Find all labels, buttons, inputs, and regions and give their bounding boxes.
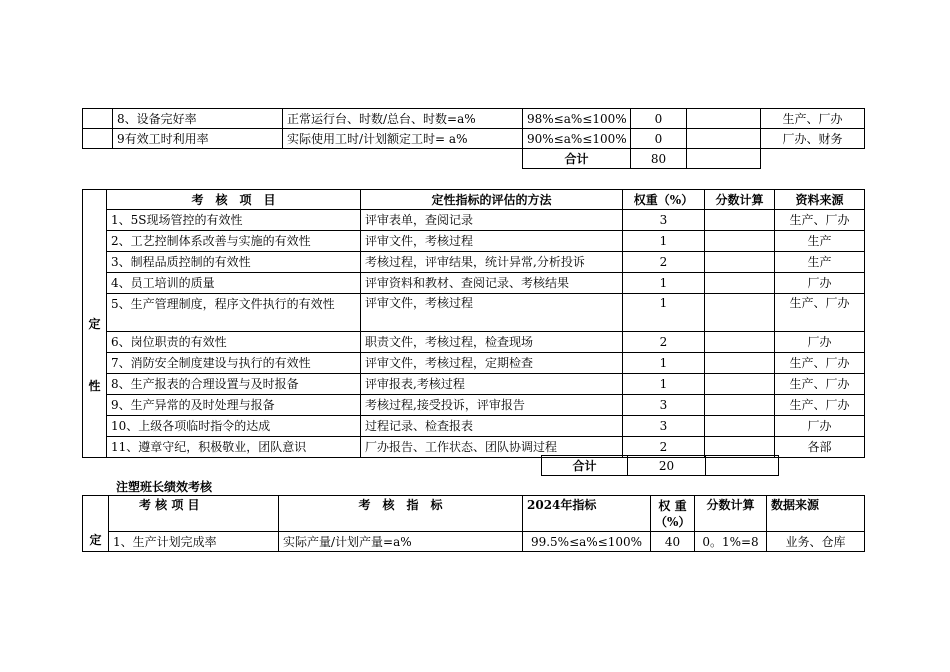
header-method: 定性指标的评估的方法 (361, 190, 623, 210)
total-label: 合计 (523, 149, 631, 169)
cell-method: 考核过程，评审结果，统计异常,分析投诉 (361, 252, 623, 273)
cell-score (705, 231, 775, 252)
cell-weight: 0 (631, 129, 687, 149)
cell-method: 评审资料和教材、查阅记录、考核结果 (361, 273, 623, 294)
cell-indicator: 实际产量/计划产量=a% (279, 532, 523, 552)
cell-weight: 3 (623, 210, 705, 231)
cell-source: 厂办 (775, 273, 865, 294)
table-row (83, 294, 865, 332)
cell-score (705, 273, 775, 294)
cell-weight: 1 (623, 294, 705, 332)
table-row (83, 129, 865, 149)
cell-item: 4、员工培训的质量 (107, 273, 361, 294)
total-value: 20 (628, 456, 706, 476)
cell-target: 98%≤a%≤100% (523, 109, 631, 129)
cell-item: 5、生产管理制度，程序文件执行的有效性 (107, 294, 361, 332)
cell-score: 0。1%=8 (695, 532, 767, 552)
header-row (83, 190, 865, 210)
cell-item: 7、消防安全制度建设与执行的有效性 (107, 353, 361, 374)
total-row (83, 149, 865, 169)
cell-source: 生产、厂办 (775, 395, 865, 416)
table-row (83, 395, 865, 416)
cell-item: 6、岗位职责的有效性 (107, 332, 361, 353)
cell-method: 评审报表,考核过程 (361, 374, 623, 395)
cell-target: 99.5%≤a%≤100% (523, 532, 651, 552)
cell-source: 生产、厂办 (761, 109, 865, 129)
side-char-ding: 定 (88, 316, 101, 331)
cell-source: 生产、厂办 (775, 374, 865, 395)
header-source: 资料来源 (775, 190, 865, 210)
header-weight-line1: 权 重 (658, 499, 687, 513)
cell-weight: 0 (631, 109, 687, 129)
cell-formula: 正常运行台、时数/总台、时数=a% (283, 109, 523, 129)
cell-item: 1、5S现场管控的有效性 (107, 210, 361, 231)
cell-score (705, 252, 775, 273)
cell-formula: 实际使用工时/计划额定工时= a% (283, 129, 523, 149)
cell-item: 2、工艺控制体系改善与实施的有效性 (107, 231, 361, 252)
cell-score (687, 109, 761, 129)
cell-source: 生产 (775, 231, 865, 252)
header-target: 2024年指标 (523, 496, 651, 532)
table-row (83, 353, 865, 374)
table-row (83, 231, 865, 252)
cell-item: 8、设备完好率 (113, 109, 283, 129)
header-source: 数据来源 (767, 496, 865, 532)
table-row (83, 109, 865, 129)
side-label: 定 (83, 496, 109, 552)
table-continuation (82, 108, 865, 169)
cell-score (687, 129, 761, 149)
cell-score (705, 353, 775, 374)
header-weight (651, 496, 695, 532)
cell-target: 90%≤a%≤100% (523, 129, 631, 149)
cell-item: 9、生产异常的及时处理与报备 (107, 395, 361, 416)
cell-weight: 2 (623, 437, 705, 458)
header-indicator: 考 核 指 标 (279, 496, 523, 532)
cell-weight: 1 (623, 231, 705, 252)
cell-source: 生产、厂办 (775, 353, 865, 374)
header-item: 考 核 项 目 (107, 190, 361, 210)
section-caption: 注塑班长绩效考核 (116, 480, 213, 494)
cell-item: 9有效工时利用率 (113, 129, 283, 149)
cell-item: 8、生产报表的合理设置与及时报备 (107, 374, 361, 395)
cell-method: 评审文件，考核过程，定期检查 (361, 353, 623, 374)
cell-score (705, 395, 775, 416)
header-row (83, 496, 865, 532)
cell-weight: 2 (623, 252, 705, 273)
cell-source: 厂办、财务 (761, 129, 865, 149)
header-score: 分数计算 (705, 190, 775, 210)
table-row (83, 273, 865, 294)
header-item: 考 核 项 目 (109, 496, 279, 532)
cell-method: 评审表单，查阅记录 (361, 210, 623, 231)
cell-source: 生产、厂办 (775, 294, 865, 332)
cell-weight: 3 (623, 395, 705, 416)
cell-source: 业务、仓库 (767, 532, 865, 552)
cell-score (705, 294, 775, 332)
cell-method: 评审文件，考核过程 (361, 294, 623, 332)
cell-source: 厂办 (775, 332, 865, 353)
cell-weight: 3 (623, 416, 705, 437)
cell-empty (83, 129, 113, 149)
cell-item: 1、生产计划完成率 (109, 532, 279, 552)
cell-weight: 1 (623, 273, 705, 294)
cell-weight: 40 (651, 532, 695, 552)
side-char-xing: 性 (88, 378, 101, 393)
cell-empty (83, 109, 113, 129)
cell-source: 各部 (775, 437, 865, 458)
cell-source: 生产、厂办 (775, 210, 865, 231)
table-row (83, 332, 865, 353)
cell-item: 10、上级各项临时指令的达成 (107, 416, 361, 437)
cell-empty (706, 456, 779, 476)
cell-weight: 1 (623, 353, 705, 374)
cell-score (705, 416, 775, 437)
cell-score (705, 332, 775, 353)
header-weight-line2: （%） (655, 515, 691, 529)
table-row (83, 210, 865, 231)
total-value: 80 (631, 149, 687, 169)
cell-item: 11、遵章守纪，积极敬业，团队意识 (107, 437, 361, 458)
cell-method: 过程记录、检查报表 (361, 416, 623, 437)
side-label (83, 190, 107, 458)
table-row (83, 532, 865, 552)
cell-source: 生产 (775, 252, 865, 273)
table-qualitative-total (541, 455, 779, 476)
header-score: 分数计算 (695, 496, 767, 532)
total-row (542, 456, 779, 476)
cell-source: 厂办 (775, 416, 865, 437)
table-row (83, 374, 865, 395)
cell-method: 职责文件，考核过程，检查现场 (361, 332, 623, 353)
cell-item: 3、制程品质控制的有效性 (107, 252, 361, 273)
total-label: 合计 (542, 456, 628, 476)
cell-weight: 2 (623, 332, 705, 353)
cell-method: 厂办报告、工作状态、团队协调过程 (361, 437, 623, 458)
table-team-leader (82, 495, 865, 552)
cell-method: 考核过程,接受投诉，评审报告 (361, 395, 623, 416)
header-weight: 权重（%） (623, 190, 705, 210)
table-qualitative (82, 189, 865, 458)
table-row (83, 416, 865, 437)
cell-empty (687, 149, 761, 169)
cell-score (705, 374, 775, 395)
table-row (83, 252, 865, 273)
cell-weight: 1 (623, 374, 705, 395)
cell-method: 评审文件，考核过程 (361, 231, 623, 252)
cell-score (705, 210, 775, 231)
